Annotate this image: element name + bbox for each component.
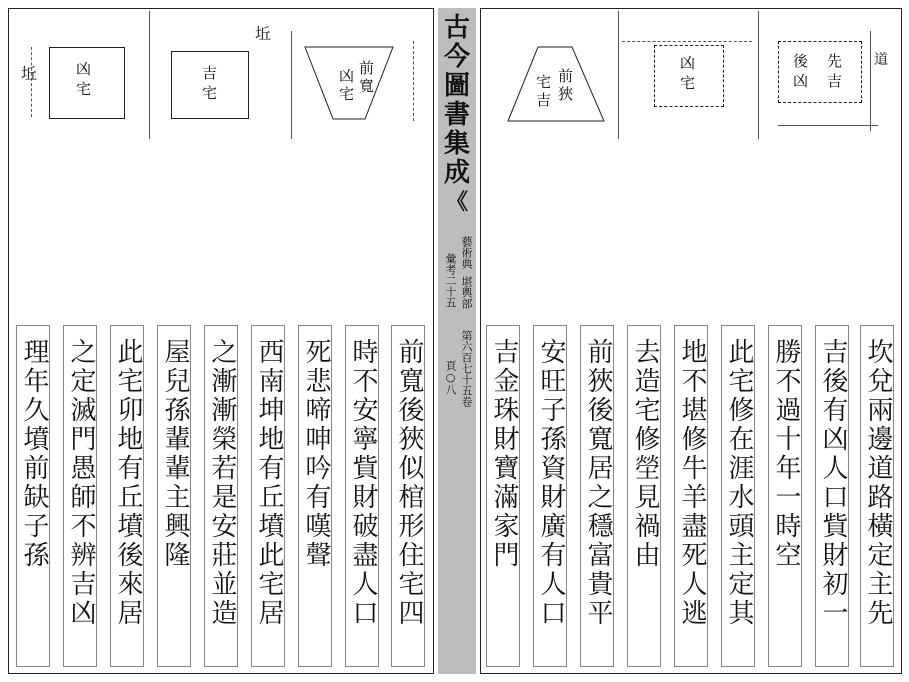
trapezoid-house-diagram [506, 45, 606, 123]
text-column [16, 325, 50, 667]
diagram-label: 凶 [793, 72, 809, 90]
spine-char: 圖 [443, 71, 470, 101]
spine-page-label: 頁○八 [444, 360, 457, 395]
column-text: 吉金珠財寶滿家門 [489, 338, 519, 570]
spine-char: 古 [443, 13, 470, 43]
divider-line [778, 125, 878, 126]
left-diagram-panel [11, 11, 431, 139]
column-text: 屋兒孫輩輩主興隆 [160, 338, 190, 570]
column-text: 此宅修在涯水頭主定其 [724, 338, 754, 628]
spine-char: 成 [443, 158, 470, 188]
diagram-label: 狹 [558, 85, 574, 103]
column-text: 前狹後寬居之穩富貴平 [583, 338, 613, 628]
diagram-label: 吉 [202, 64, 218, 82]
spine-title [438, 14, 476, 217]
column-text: 之漸漸榮若是安莊並造 [207, 338, 237, 628]
column-text: 之定滅門愚師不辨吉凶 [66, 338, 96, 628]
text-column [345, 325, 379, 667]
diagram-label: 宅 [680, 74, 696, 92]
column-text: 西南坤地有丘墳此宅居 [254, 338, 284, 628]
diagram-label: 凶 [680, 54, 696, 72]
diagram-label: 寬 [359, 77, 375, 95]
column-text: 安旺子孫資財廣有人口 [536, 338, 566, 628]
divider-line [413, 41, 414, 121]
spine-sub-a: 藝術典 [460, 236, 473, 269]
diagram-label: 宅 [76, 80, 92, 98]
book-spine [438, 8, 476, 674]
mound-mark: 坵 [21, 64, 38, 83]
text-column [580, 325, 614, 667]
diagram-label: 吉 [536, 91, 552, 109]
column-text: 勝不過十年一時空 [771, 338, 801, 570]
text-column [627, 325, 661, 667]
spine-sub-b: 堪輿部 [460, 276, 473, 309]
spine-bracket: 《 [445, 189, 468, 215]
diagram-label: 宅 [202, 84, 218, 102]
divider-line [618, 11, 619, 139]
text-column [674, 325, 708, 667]
text-column [860, 325, 894, 667]
text-column [721, 325, 755, 667]
right-diagram-panel [482, 11, 900, 139]
text-column [157, 325, 191, 667]
divider-line [149, 11, 150, 139]
house-diagram-auspicious [171, 51, 249, 119]
spine-char: 書 [443, 100, 470, 130]
text-column [251, 325, 285, 667]
spine-char: 今 [443, 42, 470, 72]
divider-line [622, 41, 752, 42]
spine-sub-d: 彙考二十五 [444, 253, 457, 308]
text-column [815, 325, 849, 667]
column-text: 時不安寧貲財破盡人口 [348, 338, 378, 628]
text-column [63, 325, 97, 667]
mound-mark: 坵 [255, 24, 272, 43]
spine-char: 集 [443, 129, 470, 159]
road-line [870, 31, 871, 131]
diagram-label: 前 [359, 59, 375, 77]
column-text: 死悲啼呻吟有嘆聲 [301, 338, 331, 570]
divider-line [758, 11, 759, 139]
column-text: 前寬後狹似棺形住宅四 [394, 338, 424, 628]
column-text: 吉後有凶人口貲財初一 [818, 338, 848, 628]
diagram-label: 後 [793, 52, 809, 70]
text-column [110, 325, 144, 667]
text-column [533, 325, 567, 667]
text-column [391, 325, 425, 667]
house-diagram-inauspicious [654, 45, 724, 107]
house-diagram-mixed [778, 41, 862, 103]
house-diagram-inauspicious [49, 47, 125, 119]
text-column [486, 325, 520, 667]
spine-sub-c: 第六百七十五卷 [460, 330, 473, 407]
road-label: 道 [874, 52, 888, 68]
text-column [204, 325, 238, 667]
diagram-label: 先 [827, 52, 843, 70]
diagram-label: 前 [558, 67, 574, 85]
diagram-label: 吉 [827, 72, 843, 90]
column-text: 地不堪修牛羊盡死人逃 [677, 338, 707, 628]
diagram-label: 凶 [76, 60, 92, 78]
diagram-label: 凶 [339, 67, 355, 85]
divider-line [291, 31, 292, 139]
column-text: 坎兌兩邊道路橫定主先 [863, 338, 893, 628]
diagram-label: 宅 [339, 85, 355, 103]
text-column [298, 325, 332, 667]
text-column [768, 325, 802, 667]
column-text: 此宅卯地有丘墳後來居 [113, 338, 143, 628]
diagram-label: 宅 [536, 73, 552, 91]
column-text: 理年久墳前缺子孫 [19, 338, 49, 570]
column-text: 去造宅修塋見禍由 [630, 338, 660, 570]
